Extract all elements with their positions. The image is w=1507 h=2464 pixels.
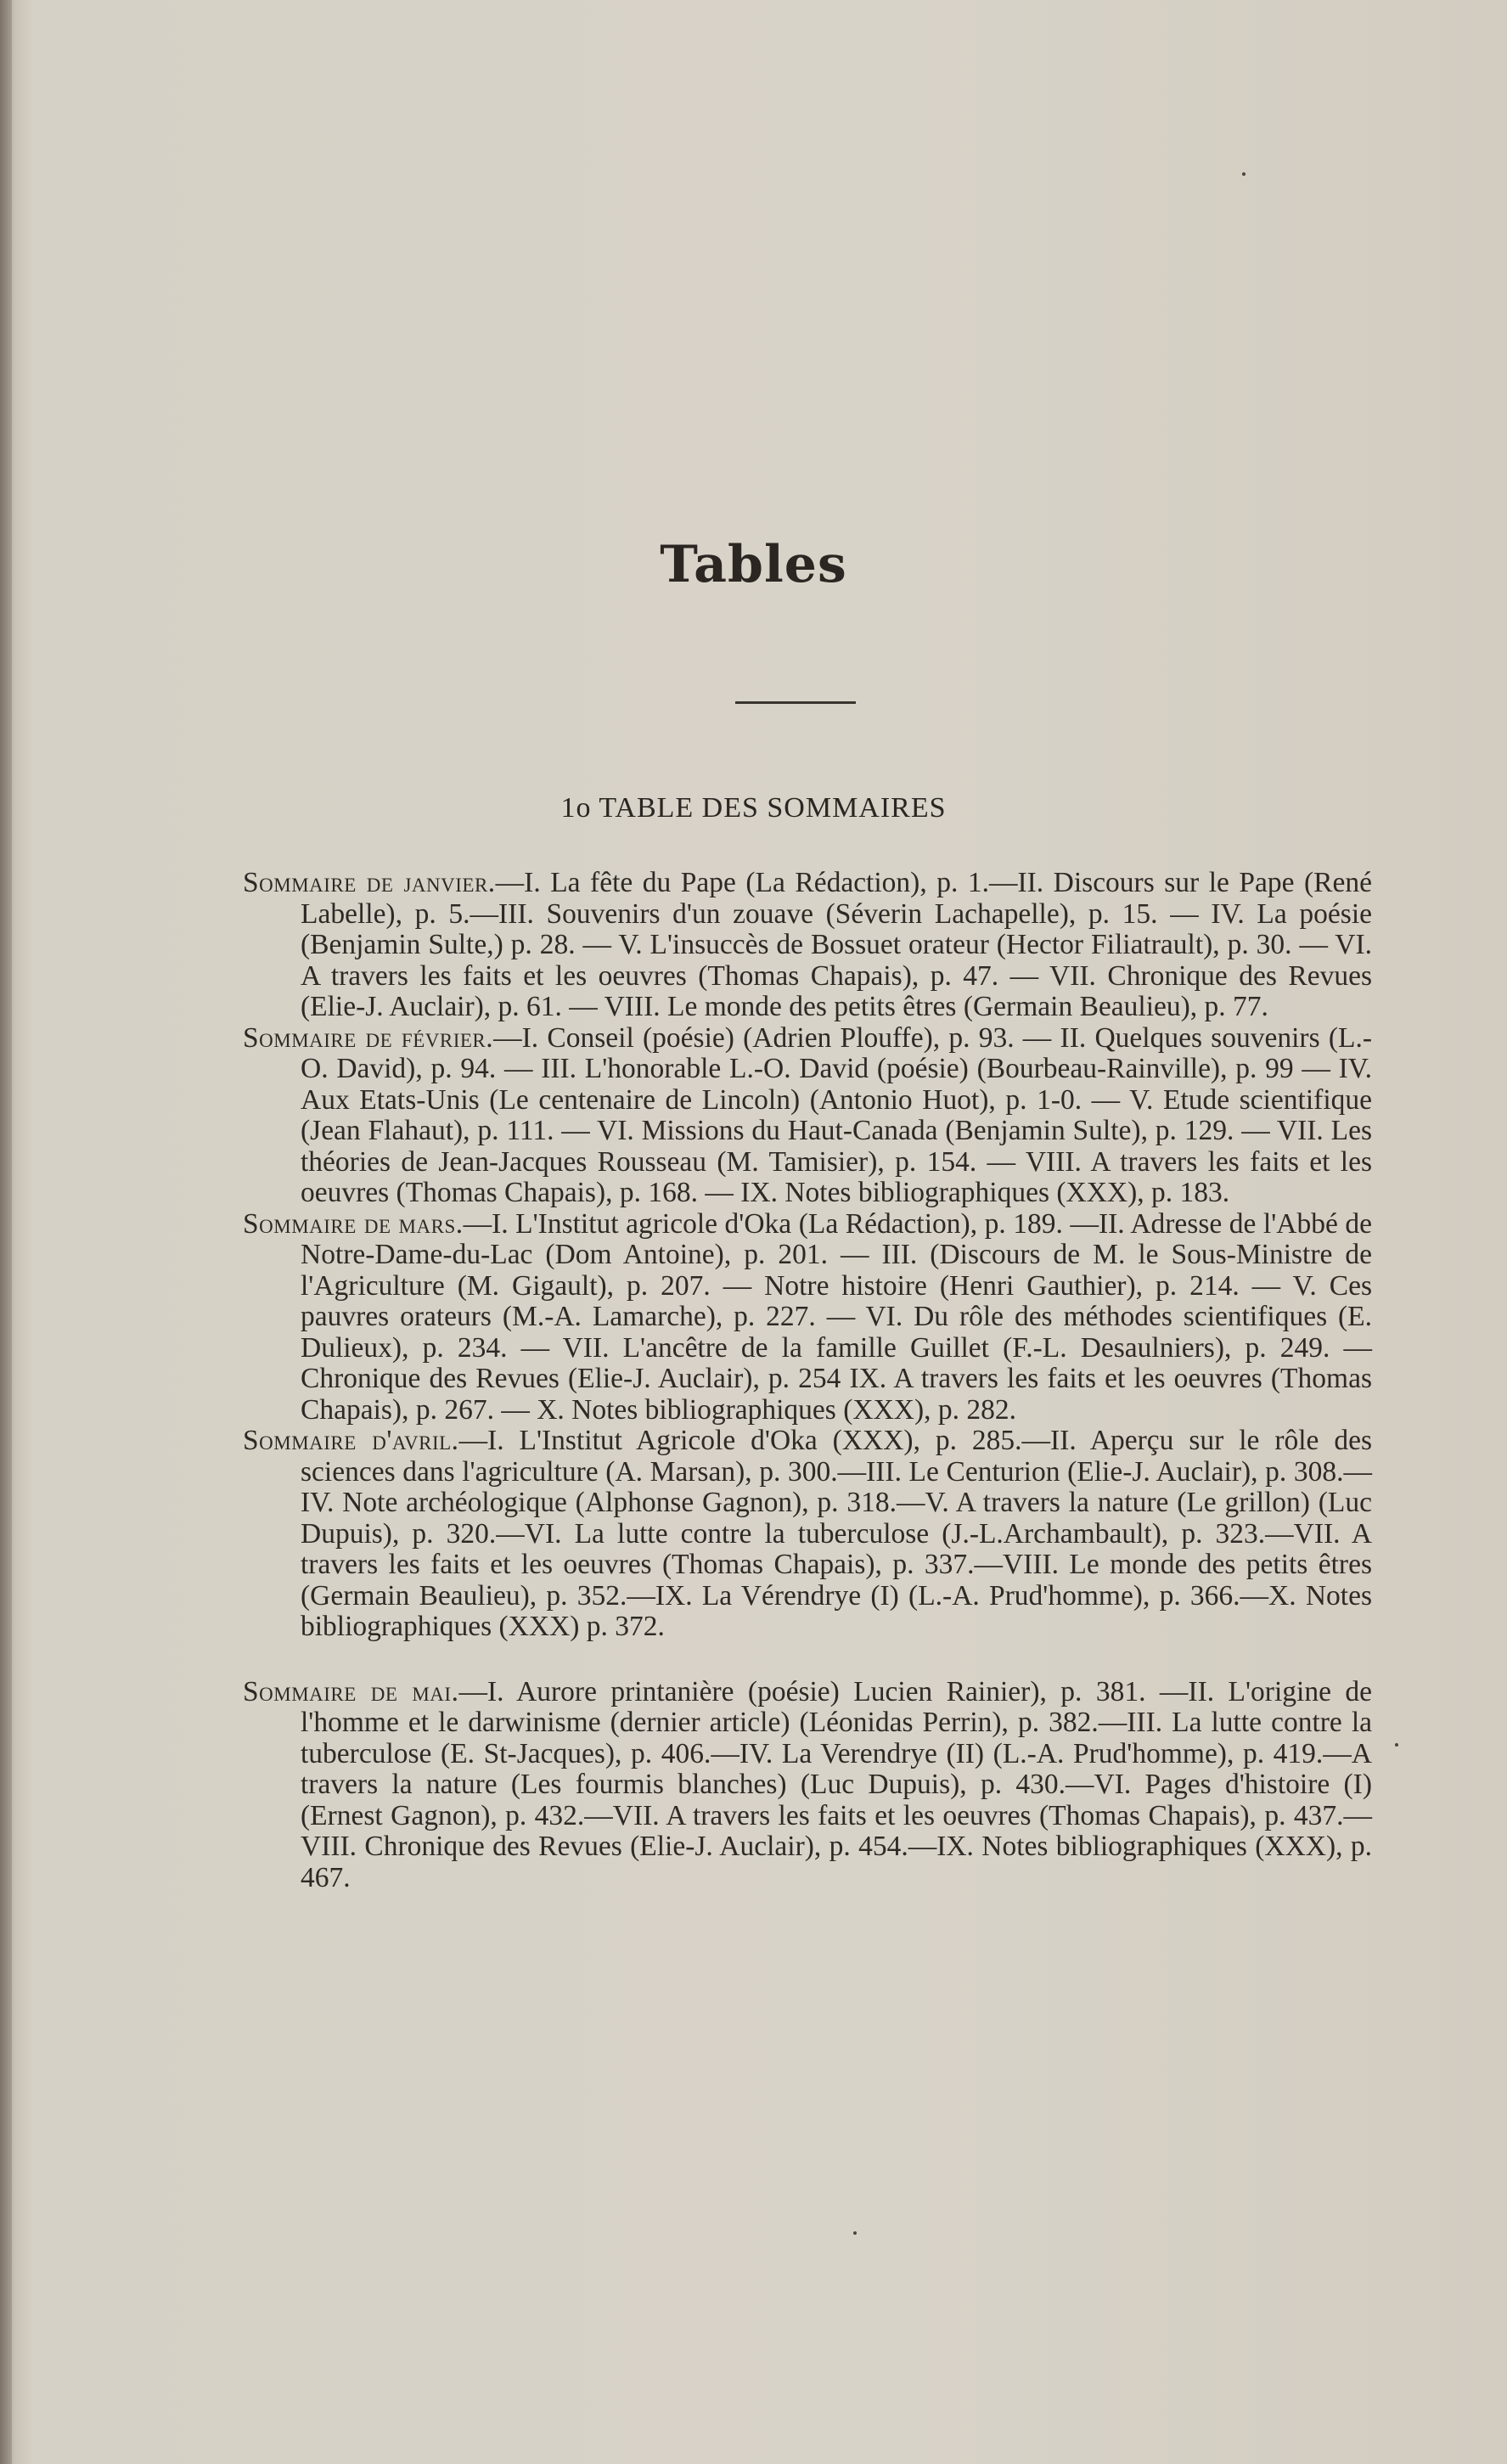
- entry-janvier: [243, 868, 1372, 1023]
- entry-lead: Sommaire d'avril.: [243, 1425, 459, 1456]
- entry-fevrier: [243, 1023, 1372, 1209]
- entry-lead: Sommaire de mai.: [243, 1675, 459, 1707]
- ink-speck: [1242, 172, 1246, 176]
- summary-entries: [243, 868, 1372, 1893]
- entry-text: —I. Conseil (poésie) (Adrien Plouffe), p. 93. — II. Quelques souvenirs (L.-O. David), p. 94. — III. L'honorable L.-O. David (poésie) (Bourbeau-Rainville), p. 99 — IV. Aux Etats-Unis (Le centenaire de Lincoln) (Antonio Huot), p. 1-0. — V. Etude scientifique (Jean Flahaut), p. 111. — VI. Missions du Haut-Canada (Benjamin Sulte), p. 129. — VII. Les théories de Jean-Jacques Rousseau (M. Tamisier), p. 154. — VIII. A travers les faits et les oeuvres (Thomas Chapais), p. 168. — IX. Notes bibliographiques (XXX), p. 183.: [301, 1021, 1373, 1208]
- entry-mars: [243, 1209, 1372, 1426]
- section-heading: 1o TABLE DES SOMMAIRES: [560, 792, 947, 824]
- entry-lead: Sommaire de février.: [243, 1021, 494, 1054]
- page-title: Tables: [660, 535, 847, 594]
- title-divider: [735, 701, 856, 704]
- ink-speck: [853, 2231, 857, 2235]
- entry-lead: Sommaire de janvier.: [243, 867, 496, 898]
- entry-avril: [243, 1426, 1372, 1643]
- entry-lead: Sommaire de mars.: [243, 1207, 464, 1240]
- entry-text: —I. L'Institut Agricole d'Oka (XXX), p. 285.—II. Aperçu sur le rôle des sciences dans l'agriculture (A. Marsan), p. 300.—III. Le Centurion (Elie-J. Auclair), p. 308.—IV. Note archéologique (Alphonse Gagnon), p. 318.—V. A travers la nature (Le grillon) (Luc Dupuis), p. 320.—VI. La lutte contre la tuberculose (J.-L.Archambault), p. 323.—VII. A travers les faits et les oeuvres (Thomas Chapais), p. 337.—VIII. Le monde des petits êtres (Germain Beaulieu), p. 352.—IX. La Vérendrye (I) (L.-A. Prud'homme), p. 366.—X. Notes bibliographiques (XXX) p. 372.: [301, 1425, 1372, 1642]
- entry-text: —I. Aurore printanière (poésie) Lucien Rainier), p. 381. —II. L'origine de l'homme et le darwinisme (dernier article) (Léonidas Perrin), p. 382.—III. La lutte contre la tuberculose (E. St-Jacques), p. 406.—IV. La Verendrye (II) (L.-A. Prud'homme), p. 419.—A travers la nature (Les fourmis blanches) (Luc Dupuis), p. 430.—VI. Pages d'histoire (I) (Ernest Gagnon), p. 432.—VII. A travers les faits et les oeuvres (Thomas Chapais), p. 437.—VIII. Chronique des Revues (Elie-J. Auclair), p. 454.—IX. Notes bibliographiques (XXX), p. 467.: [301, 1675, 1373, 1893]
- entry-text: —I. L'Institut agricole d'Oka (La Rédaction), p. 189. —II. Adresse de l'Abbé de Notre-Dame-du-Lac (Dom Antoine), p. 201. — III. (Discours de M. le Sous-Ministre de l'Agriculture (M. Gigault), p. 207. — Notre histoire (Henri Gauthier), p. 214. — V. Ces pauvres orateurs (M.-A. Lamarche), p. 227. — VI. Du rôle des méthodes scientifiques (E. Dulieux), p. 234. — VII. L'ancêtre de la famille Guillet (F.-L. Desaulniers), p. 249. — Chronique des Revues (Elie-J. Auclair), p. 254 IX. A travers les faits et les oeuvres (Thomas Chapais), p. 267. — X. Notes bibliographiques (XXX), p. 282.: [301, 1207, 1372, 1426]
- ink-speck: [1395, 1743, 1398, 1747]
- page-binding-edge: [0, 0, 12, 2464]
- entry-text: —I. La fête du Pape (La Rédaction), p. 1.—II. Discours sur le Pape (René Labelle), p. 5.—III. Souvenirs d'un zouave (Séverin Lachapelle), p. 15. — IV. La poésie (Benjamin Sulte,) p. 28. — V. L'insuccès de Bossuet orateur (Hector Filiatrault), p. 30. — VI. A travers les faits et les oeuvres (Thomas Chapais), p. 47. — VII. Chronique des Revues (Elie-J. Auclair), p. 61. — VIII. Le monde des petits êtres (Germain Beaulieu), p. 77.: [301, 867, 1372, 1022]
- entry-mai: [243, 1677, 1372, 1894]
